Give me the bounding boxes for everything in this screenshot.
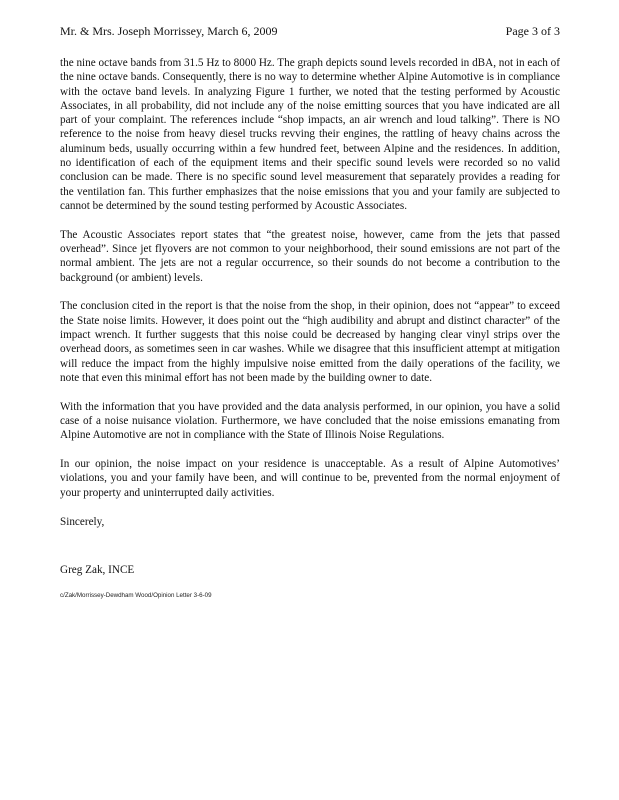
- page-number: Page 3 of 3: [505, 24, 560, 38]
- closing: Sincerely,: [60, 515, 105, 528]
- body-paragraph-2: The Acoustic Associates report states that “the greatest noise, however, came from the jets that passed overhead”. Since jet flyovers are not common to your neighborhood, their sound emissions are not part of the normal ambient. The jets are not a regular occurrence, so their sounds do not become a contribution to the background (or ambient) levels.: [60, 228, 560, 284]
- letter-body: [60, 56, 560, 600]
- body-paragraph-1: the nine octave bands from 31.5 Hz to 8000 Hz. The graph depicts sound levels recorded in dBA, not in each of the nine octave bands. Consequently, there is no way to determine whether Alpine Automotive is in compliance with the octave band levels. In analyzing Figure 1 further, we noted that the testing performed by Acoustic Associates, in all probability, did not include any of the noise emitting sources that you have indicated are all part of your complaint. The references include “shop impacts, an air wrench and loud talking”. There is NO reference to the noise from heavy diesel trucks revving their engines, the rattling of heavy chains across the aluminum beds, usually occurring within a few hundred feet, between Alpine and the residences. In addition, no identification of each of the equipment items and their specific sound levels were recorded so no valid conclusion can be made. There is no specific sound level measurement that separately provides a reading for the ventilation fan. This further emphasizes that the noise emissions that you and your family are subjected to cannot be determined by the sound testing performed by Acoustic Associates.: [60, 57, 560, 212]
- file-reference: c/Zak/Morrissey-Dewdham Wood/Opinion Letter 3-6-09: [60, 592, 212, 600]
- recipient-date: Mr. & Mrs. Joseph Morrissey, March 6, 2009: [60, 24, 278, 38]
- body-paragraph-5: In our opinion, the noise impact on your residence is unacceptable. As a result of Alpine Automotives’ violations, you and your family have been, and will continue to be, prevented from the normal enjoyment of your property and uninterrupted daily activities.: [60, 458, 560, 499]
- signature-name: Greg Zak, INCE: [60, 564, 135, 577]
- body-paragraph-3: The conclusion cited in the report is that the noise from the shop, in their opinion, does not “appear” to exceed the State noise limits. However, it does point out the “high audibility and abrupt and distinct character” of the impact wrench. It further suggests that this noise could be decreased by hanging clear vinyl strips over the overhead doors, as sometimes seen in car washes. While we disagree that this insufficient attempt at mitigation will reduce the impact from the highly impulsive noise emitted from the daily operations of the facility, we note that even this minimal effort has not been made by the building owner to date.: [60, 300, 560, 384]
- body-paragraph-4: With the information that you have provided and the data analysis performed, in our opinion, you have a solid case of a noise nuisance violation. Furthermore, we have concluded that the noise emissions emanating from Alpine Automotive are not in compliance with the State of Illinois Noise Regulations.: [60, 400, 560, 442]
